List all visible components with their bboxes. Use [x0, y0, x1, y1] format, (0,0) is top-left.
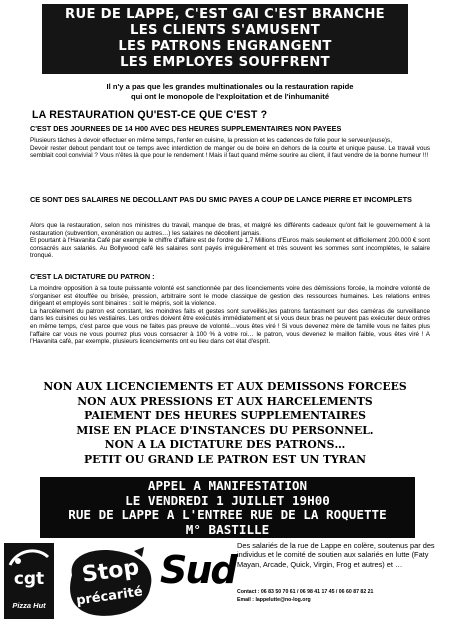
section-title-hours: C'EST DES JOURNEES DE 14 H00 AVEC DES HEURES SUPPLEMENTAIRES NON PAYEES: [30, 124, 342, 133]
appel-line: M° BASTILLE: [185, 521, 270, 537]
demonstration-banner: [40, 477, 415, 538]
header-line: LES PATRONS ENGRANGENT: [118, 39, 332, 54]
paragraph: Alors que la restauration, selon nos ministres du travail, manque de bras, et malgré les différents cadeaux qu'ont fait le gouvernement à la restauration (subvention, exonération ou autres…) les salaires ne décollent jamais.: [30, 222, 430, 237]
intro-line: Il n'y a pas que les grandes multinationales ou la restauration rapide: [106, 82, 354, 91]
contact-phones: Contact : 06 83 50 70 61 / 06 98 41 17 45 / 06 60 87 82 21: [237, 589, 374, 595]
slogan: MISE EN PLACE D'INSTANCES DU PERSONNEL.: [76, 423, 374, 437]
slogan: PAIEMENT DES HEURES SUPPLEMENTAIRES: [84, 409, 366, 423]
footer-signature: Des salariés de la rue de Lappe en colère, soutenus par des individus et le comité de soutien aux salariés en lutte (Faty Mayan, Arcade, Quick, Virgin, Frog et autres) et …: [237, 541, 435, 569]
section-title-dictature: C'EST LA DICTATURE DU PATRON :: [30, 272, 155, 281]
intro-line: qui ont le monopole de l'exploitation et de l'inhumanité: [130, 92, 330, 101]
precarite-text: précarité: [75, 584, 144, 609]
section-body-hours: [30, 137, 430, 160]
section-body-dictature: [30, 285, 430, 346]
slogan: PETIT OU GRAND LE PATRON EST UN TYRAN: [84, 452, 366, 466]
paragraph: Et pourtant à l'Havanita Café par exemple le chiffre d'affaire est de l'ordre de 1,7 Millions d'Euros mais seulement et difficilement 200.000 € sont consacrés aux salariés. Au Bollywood café les salaires sont payés irrégulièrement et très souvent les sommes sont incomplètes, le salaire tronqué.: [30, 237, 430, 260]
intro-text: [60, 82, 400, 102]
stop-text: Stop: [80, 555, 141, 588]
contact-email: Email : lappelutte@no-log.org: [237, 596, 311, 603]
header-line: RUE DE LAPPE, C'EST GAI C'EST BRANCHE: [65, 7, 385, 22]
paragraph: Plusieurs tâches à devoir effectuer en même temps, l'enfer en cuisine, la pression et les cadences de folie pour le serveur(euse)s,: [30, 137, 392, 144]
appel-line: RUE DE LAPPE A L'ENTREE RUE DE LA ROQUETTE: [68, 507, 387, 522]
pizza-hut-label: Pizza Hut: [12, 601, 46, 610]
section-title-salaries: CE SONT DES SALAIRES NE DECOLLANT PAS DU SMIC PAYES A COUP DE LANCE PIERRE ET INCOMPLETS: [30, 195, 412, 204]
slogans-block: [30, 380, 420, 468]
cgt-logo-text: cgt: [13, 569, 45, 589]
slogan: NON AUX PRESSIONS ET AUX HARCELEMENTS: [77, 394, 373, 408]
cgt-logo: [4, 543, 54, 619]
footer-contact: [237, 589, 442, 604]
cgt-emblem-icon: [4, 543, 54, 571]
sud-logo: Sud: [160, 548, 236, 592]
paragraph: La harcèlement du patron est constant, les moindres faits et gestes sont surveillés,les patrons fantasment sur des caméras de surveillance dans les cuisines ou les vestiaires. Les ordres doivent être exécutés immédiatement et si vous deux bras ne peuvent pas exécuter deux ordres en même temps, c'est parce que vous ne faites pas preuve de volonté…vous êtes viré ! Si vous devenez mère de famille vous ne faites plus l'affaire car vous ne vous pourrez plus vous consacrer à 100 % à votre roi… le patron, vous devenez le maillon faible, vous êtes viré ! A l'Havanita café, par exemple, plusieurs licenciements ont eu lieu dans cet état d'esprit.: [30, 307, 430, 346]
stop-precarite-logo: [64, 545, 156, 619]
slogan: NON A LA DICTATURE DES PATRONS…: [104, 438, 346, 452]
paragraph: La moindre opposition à sa toute puissante volonté est sanctionnée par des licenciements voire des démissions forcée, la moindre volonté de s'organiser est étouffée ou brisée, pression, arbitraire sont le mode classique de gestion des ressources humaines. Les relations entres dirigeant et employés sont binaires : soit le mépris, soit la violence.: [30, 285, 430, 308]
header-line: LES EMPLOYES SOUFFRENT: [120, 55, 330, 70]
header-line: LES CLIENTS S'AMUSENT: [129, 23, 321, 38]
appel-line: LE VENDREDI 1 JUILLET 19H00: [125, 492, 330, 508]
paragraph: Devoir rester debout pendant tout ce temps avec interdiction de manger ou de boire en dehors de la courte et unique pause. Le travail vous semblait cool convivial ? Vous n'êtes là que pour le rendement ! Mais il faut quand même sourire au client, il faut vendre de la bonne humeur !!!: [30, 144, 430, 160]
section-body-salaries: [30, 222, 430, 260]
slogan: NON AUX LICENCIEMENTS ET AUX DEMISSONS FORCEES: [43, 380, 407, 393]
appel-line: APPEL A MANIFESTATION: [147, 478, 308, 493]
header-banner: [42, 4, 408, 74]
main-title: LA RESTAURATION QU'EST-CE QUE C'EST ?: [32, 109, 268, 121]
